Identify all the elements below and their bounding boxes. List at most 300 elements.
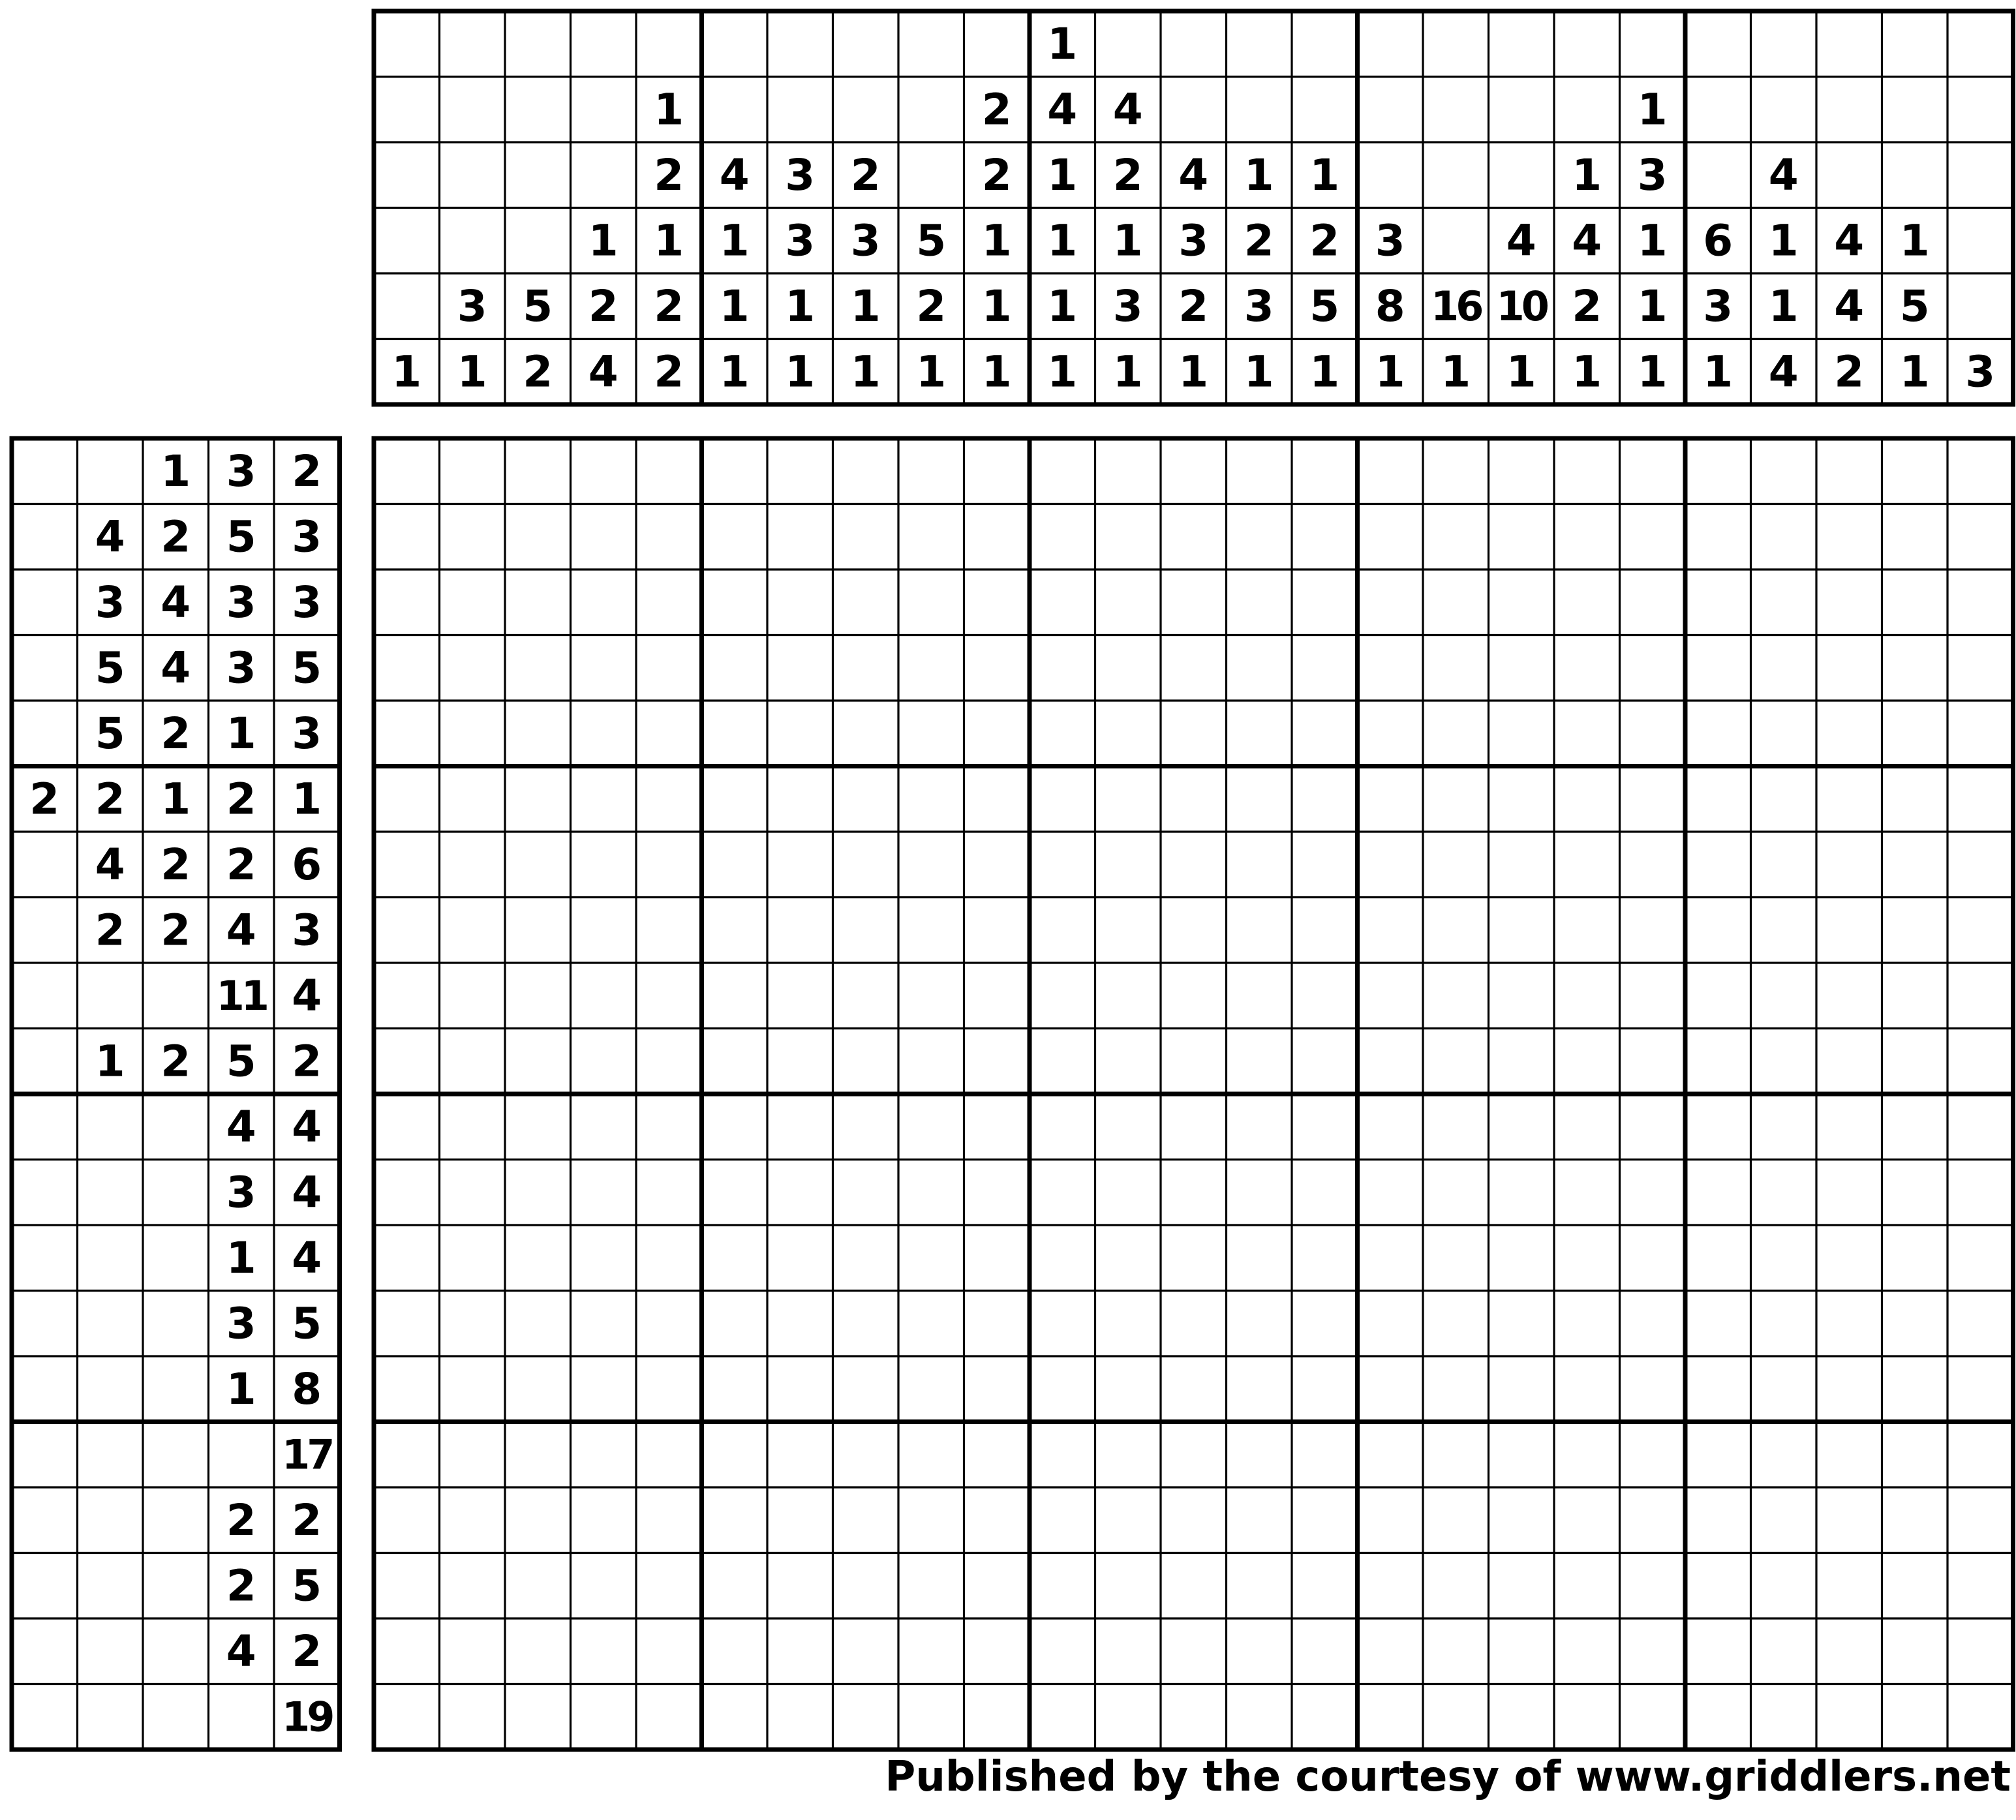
grid-cell[interactable] (1816, 832, 1882, 898)
grid-cell[interactable] (1751, 1684, 1817, 1750)
grid-cell[interactable] (1358, 1422, 1424, 1488)
grid-cell[interactable] (1751, 1225, 1817, 1291)
grid-cell[interactable] (1685, 1553, 1751, 1619)
grid-cell[interactable] (505, 1553, 571, 1619)
grid-cell[interactable] (1489, 832, 1555, 898)
grid-cell[interactable] (1882, 898, 1948, 963)
grid-cell[interactable] (1095, 1094, 1161, 1160)
grid-cell[interactable] (898, 1291, 964, 1357)
grid-cell[interactable] (1685, 1291, 1751, 1357)
grid-cell[interactable] (1620, 766, 1686, 832)
grid-cell[interactable] (505, 1094, 571, 1160)
grid-cell[interactable] (1030, 1422, 1095, 1488)
grid-cell[interactable] (1685, 832, 1751, 898)
grid-cell[interactable] (833, 1684, 899, 1750)
grid-cell[interactable] (964, 569, 1030, 635)
grid-cell[interactable] (1358, 898, 1424, 963)
grid-cell[interactable] (1816, 438, 1882, 504)
grid-cell[interactable] (1227, 1029, 1292, 1095)
grid-cell[interactable] (571, 832, 637, 898)
grid-cell[interactable] (1358, 1094, 1424, 1160)
grid-cell[interactable] (1751, 766, 1817, 832)
grid-cell[interactable] (1292, 766, 1358, 832)
grid-cell[interactable] (1489, 569, 1555, 635)
grid-cell[interactable] (440, 1422, 506, 1488)
grid-cell[interactable] (1095, 1160, 1161, 1226)
grid-cell[interactable] (1030, 1094, 1095, 1160)
grid-cell[interactable] (1751, 1422, 1817, 1488)
grid-cell[interactable] (898, 1487, 964, 1553)
grid-cell[interactable] (1620, 701, 1686, 766)
grid-cell[interactable] (1685, 1029, 1751, 1095)
grid-cell[interactable] (374, 635, 440, 701)
grid-cell[interactable] (1358, 766, 1424, 832)
grid-cell[interactable] (964, 438, 1030, 504)
grid-cell[interactable] (1489, 701, 1555, 766)
grid-cell[interactable] (1554, 635, 1620, 701)
grid-cell[interactable] (1292, 1029, 1358, 1095)
grid-cell[interactable] (1685, 766, 1751, 832)
grid-cell[interactable] (1489, 1225, 1555, 1291)
grid-cell[interactable] (505, 1618, 571, 1684)
grid-cell[interactable] (702, 1225, 768, 1291)
grid-cell[interactable] (1227, 504, 1292, 570)
grid-cell[interactable] (636, 1225, 702, 1291)
grid-cell[interactable] (1358, 1356, 1424, 1422)
grid-cell[interactable] (833, 1094, 899, 1160)
grid-cell[interactable] (636, 832, 702, 898)
grid-cell[interactable] (1095, 1225, 1161, 1291)
grid-cell[interactable] (1489, 1160, 1555, 1226)
grid-cell[interactable] (1489, 963, 1555, 1029)
grid-cell[interactable] (1554, 1684, 1620, 1750)
grid-cell[interactable] (440, 1291, 506, 1357)
grid-cell[interactable] (1554, 1422, 1620, 1488)
grid-cell[interactable] (1751, 832, 1817, 898)
grid-cell[interactable] (1554, 766, 1620, 832)
grid-cell[interactable] (702, 963, 768, 1029)
grid-cell[interactable] (767, 898, 833, 963)
grid-cell[interactable] (1489, 1291, 1555, 1357)
grid-cell[interactable] (636, 1422, 702, 1488)
grid-cell[interactable] (1947, 1487, 2013, 1553)
grid-cell[interactable] (964, 1356, 1030, 1422)
grid-cell[interactable] (636, 1291, 702, 1357)
grid-cell[interactable] (1947, 1160, 2013, 1226)
grid-cell[interactable] (1816, 1291, 1882, 1357)
grid-cell[interactable] (767, 504, 833, 570)
grid-cell[interactable] (1620, 1422, 1686, 1488)
grid-cell[interactable] (505, 1487, 571, 1553)
grid-cell[interactable] (440, 1225, 506, 1291)
grid-cell[interactable] (571, 963, 637, 1029)
grid-cell[interactable] (1358, 569, 1424, 635)
grid-cell[interactable] (1030, 1618, 1095, 1684)
grid-cell[interactable] (898, 1029, 964, 1095)
grid-cell[interactable] (898, 701, 964, 766)
grid-cell[interactable] (636, 1160, 702, 1226)
grid-cell[interactable] (1358, 832, 1424, 898)
grid-cell[interactable] (374, 504, 440, 570)
grid-cell[interactable] (636, 635, 702, 701)
grid-cell[interactable] (898, 832, 964, 898)
grid-cell[interactable] (374, 1356, 440, 1422)
grid-cell[interactable] (440, 635, 506, 701)
grid-cell[interactable] (1947, 898, 2013, 963)
grid-cell[interactable] (1882, 1356, 1948, 1422)
grid-cell[interactable] (571, 1029, 637, 1095)
grid-cell[interactable] (898, 1684, 964, 1750)
grid-cell[interactable] (833, 898, 899, 963)
grid-cell[interactable] (1685, 1094, 1751, 1160)
grid-cell[interactable] (833, 963, 899, 1029)
grid-cell[interactable] (767, 1029, 833, 1095)
grid-cell[interactable] (833, 1618, 899, 1684)
grid-cell[interactable] (636, 701, 702, 766)
grid-cell[interactable] (571, 569, 637, 635)
grid-cell[interactable] (1161, 1684, 1227, 1750)
grid-cell[interactable] (1423, 504, 1489, 570)
grid-cell[interactable] (1620, 1094, 1686, 1160)
grid-cell[interactable] (1161, 832, 1227, 898)
grid-cell[interactable] (1489, 898, 1555, 963)
grid-cell[interactable] (1161, 1422, 1227, 1488)
grid-cell[interactable] (440, 832, 506, 898)
grid-cell[interactable] (1030, 504, 1095, 570)
grid-cell[interactable] (1358, 963, 1424, 1029)
grid-cell[interactable] (1030, 832, 1095, 898)
grid-cell[interactable] (1227, 832, 1292, 898)
grid-cell[interactable] (1554, 1618, 1620, 1684)
grid-cell[interactable] (440, 504, 506, 570)
grid-cell[interactable] (1227, 569, 1292, 635)
grid-cell[interactable] (440, 1160, 506, 1226)
grid-cell[interactable] (1161, 1291, 1227, 1357)
grid-cell[interactable] (1030, 1553, 1095, 1619)
grid-cell[interactable] (1358, 635, 1424, 701)
grid-cell[interactable] (702, 1422, 768, 1488)
grid-cell[interactable] (964, 1094, 1030, 1160)
grid-cell[interactable] (964, 635, 1030, 701)
grid-cell[interactable] (440, 1029, 506, 1095)
grid-cell[interactable] (1030, 635, 1095, 701)
grid-cell[interactable] (1751, 1618, 1817, 1684)
grid-cell[interactable] (1095, 1618, 1161, 1684)
grid-cell[interactable] (1292, 1422, 1358, 1488)
grid-cell[interactable] (1358, 1225, 1424, 1291)
grid-cell[interactable] (1227, 701, 1292, 766)
grid-cell[interactable] (1292, 832, 1358, 898)
grid-cell[interactable] (440, 438, 506, 504)
grid-cell[interactable] (1620, 1291, 1686, 1357)
grid-cell[interactable] (702, 766, 768, 832)
grid-cell[interactable] (1882, 635, 1948, 701)
grid-cell[interactable] (1423, 898, 1489, 963)
grid-cell[interactable] (1816, 898, 1882, 963)
grid-cell[interactable] (767, 1225, 833, 1291)
grid-cell[interactable] (1882, 1618, 1948, 1684)
grid-cell[interactable] (1030, 569, 1095, 635)
grid-cell[interactable] (571, 1094, 637, 1160)
grid-cell[interactable] (1816, 1160, 1882, 1226)
grid-cell[interactable] (1620, 569, 1686, 635)
grid-cell[interactable] (1882, 438, 1948, 504)
grid-cell[interactable] (964, 1291, 1030, 1357)
grid-cell[interactable] (1095, 766, 1161, 832)
grid-cell[interactable] (1947, 569, 2013, 635)
grid-cell[interactable] (1685, 1487, 1751, 1553)
grid-cell[interactable] (1882, 1422, 1948, 1488)
grid-cell[interactable] (964, 832, 1030, 898)
grid-cell[interactable] (833, 1553, 899, 1619)
grid-cell[interactable] (1554, 1553, 1620, 1619)
grid-cell[interactable] (1095, 701, 1161, 766)
grid-cell[interactable] (636, 963, 702, 1029)
grid-cell[interactable] (1947, 766, 2013, 832)
grid-cell[interactable] (1423, 1684, 1489, 1750)
grid-cell[interactable] (1554, 1029, 1620, 1095)
grid-cell[interactable] (1947, 1422, 2013, 1488)
grid-cell[interactable] (1489, 1029, 1555, 1095)
grid-cell[interactable] (1489, 504, 1555, 570)
grid-cell[interactable] (1816, 1029, 1882, 1095)
grid-cell[interactable] (1227, 1160, 1292, 1226)
grid-cell[interactable] (636, 1553, 702, 1619)
grid-cell[interactable] (702, 1356, 768, 1422)
grid-cell[interactable] (1554, 1487, 1620, 1553)
grid-cell[interactable] (440, 1094, 506, 1160)
grid-cell[interactable] (440, 1553, 506, 1619)
grid-cell[interactable] (1947, 1029, 2013, 1095)
grid-cell[interactable] (374, 1094, 440, 1160)
grid-cell[interactable] (1554, 1291, 1620, 1357)
grid-cell[interactable] (702, 635, 768, 701)
grid-cell[interactable] (1947, 438, 2013, 504)
grid-cell[interactable] (1947, 1094, 2013, 1160)
grid-cell[interactable] (505, 438, 571, 504)
grid-cell[interactable] (1030, 1684, 1095, 1750)
grid-cell[interactable] (1358, 1029, 1424, 1095)
grid-cell[interactable] (440, 963, 506, 1029)
grid-cell[interactable] (1489, 1618, 1555, 1684)
grid-cell[interactable] (1554, 701, 1620, 766)
grid-cell[interactable] (1030, 963, 1095, 1029)
grid-cell[interactable] (374, 898, 440, 963)
grid-cell[interactable] (1423, 1291, 1489, 1357)
grid-cell[interactable] (898, 438, 964, 504)
grid-cell[interactable] (767, 1422, 833, 1488)
grid-cell[interactable] (1554, 1356, 1620, 1422)
grid-cell[interactable] (1751, 1094, 1817, 1160)
grid-cell[interactable] (1095, 1422, 1161, 1488)
grid-cell[interactable] (374, 766, 440, 832)
grid-cell[interactable] (1227, 1422, 1292, 1488)
grid-cell[interactable] (1816, 569, 1882, 635)
grid-cell[interactable] (1620, 963, 1686, 1029)
grid-cell[interactable] (702, 1094, 768, 1160)
grid-cell[interactable] (1030, 766, 1095, 832)
grid-cell[interactable] (1358, 1553, 1424, 1619)
grid-cell[interactable] (1030, 1487, 1095, 1553)
grid-cell[interactable] (1161, 1487, 1227, 1553)
grid-cell[interactable] (833, 832, 899, 898)
grid-cell[interactable] (1489, 1356, 1555, 1422)
grid-cell[interactable] (571, 438, 637, 504)
grid-cell[interactable] (1816, 1094, 1882, 1160)
grid-cell[interactable] (1227, 898, 1292, 963)
grid-cell[interactable] (440, 701, 506, 766)
grid-cell[interactable] (1816, 1553, 1882, 1619)
grid-cell[interactable] (964, 1422, 1030, 1488)
grid-cell[interactable] (1947, 963, 2013, 1029)
grid-cell[interactable] (1947, 832, 2013, 898)
grid-cell[interactable] (1947, 1618, 2013, 1684)
grid-cell[interactable] (1685, 1356, 1751, 1422)
grid-cell[interactable] (1161, 963, 1227, 1029)
grid-cell[interactable] (505, 1160, 571, 1226)
grid-cell[interactable] (964, 701, 1030, 766)
grid-cell[interactable] (505, 1356, 571, 1422)
grid-cell[interactable] (1882, 569, 1948, 635)
grid-cell[interactable] (1947, 701, 2013, 766)
grid-cell[interactable] (1292, 504, 1358, 570)
grid-cell[interactable] (1030, 898, 1095, 963)
grid-cell[interactable] (1816, 635, 1882, 701)
grid-cell[interactable] (374, 832, 440, 898)
grid-cell[interactable] (1882, 766, 1948, 832)
grid-cell[interactable] (767, 1618, 833, 1684)
grid-cell[interactable] (702, 1618, 768, 1684)
grid-cell[interactable] (833, 766, 899, 832)
grid-cell[interactable] (1358, 1684, 1424, 1750)
grid-cell[interactable] (571, 701, 637, 766)
grid-cell[interactable] (1554, 898, 1620, 963)
grid-cell[interactable] (1882, 1291, 1948, 1357)
grid-cell[interactable] (1358, 1618, 1424, 1684)
grid-cell[interactable] (374, 1553, 440, 1619)
grid-cell[interactable] (1816, 504, 1882, 570)
grid-cell[interactable] (1095, 569, 1161, 635)
grid-cell[interactable] (1947, 1356, 2013, 1422)
grid-cell[interactable] (1489, 1094, 1555, 1160)
grid-cell[interactable] (898, 1422, 964, 1488)
grid-cell[interactable] (1620, 1553, 1686, 1619)
grid-cell[interactable] (1685, 569, 1751, 635)
grid-cell[interactable] (898, 635, 964, 701)
grid-cell[interactable] (964, 504, 1030, 570)
grid-cell[interactable] (1161, 1160, 1227, 1226)
grid-cell[interactable] (374, 1684, 440, 1750)
grid-cell[interactable] (1161, 635, 1227, 701)
grid-cell[interactable] (1816, 963, 1882, 1029)
grid-cell[interactable] (636, 438, 702, 504)
grid-cell[interactable] (702, 1029, 768, 1095)
grid-cell[interactable] (1227, 438, 1292, 504)
grid-cell[interactable] (374, 701, 440, 766)
grid-cell[interactable] (571, 635, 637, 701)
grid-cell[interactable] (702, 832, 768, 898)
grid-cell[interactable] (1095, 832, 1161, 898)
grid-cell[interactable] (1423, 1160, 1489, 1226)
grid-cell[interactable] (1030, 701, 1095, 766)
grid-cell[interactable] (1751, 701, 1817, 766)
grid-cell[interactable] (505, 1684, 571, 1750)
grid-cell[interactable] (1292, 438, 1358, 504)
grid-cell[interactable] (1161, 701, 1227, 766)
grid-cell[interactable] (964, 898, 1030, 963)
grid-cell[interactable] (1292, 1487, 1358, 1553)
grid-cell[interactable] (440, 1356, 506, 1422)
grid-cell[interactable] (505, 766, 571, 832)
grid-cell[interactable] (833, 1225, 899, 1291)
grid-cell[interactable] (833, 504, 899, 570)
grid-cell[interactable] (505, 1029, 571, 1095)
grid-cell[interactable] (374, 1618, 440, 1684)
grid-cell[interactable] (571, 766, 637, 832)
grid-cell[interactable] (767, 635, 833, 701)
grid-cell[interactable] (1423, 569, 1489, 635)
grid-cell[interactable] (833, 1356, 899, 1422)
grid-cell[interactable] (1685, 963, 1751, 1029)
grid-cell[interactable] (505, 898, 571, 963)
grid-cell[interactable] (505, 569, 571, 635)
grid-cell[interactable] (1751, 438, 1817, 504)
grid-cell[interactable] (1423, 701, 1489, 766)
grid-cell[interactable] (1030, 1160, 1095, 1226)
grid-cell[interactable] (440, 1487, 506, 1553)
grid-cell[interactable] (571, 1618, 637, 1684)
grid-cell[interactable] (636, 1684, 702, 1750)
grid-cell[interactable] (1030, 1225, 1095, 1291)
grid-cell[interactable] (898, 569, 964, 635)
grid-cell[interactable] (767, 1291, 833, 1357)
grid-cell[interactable] (571, 1487, 637, 1553)
grid-cell[interactable] (702, 898, 768, 963)
grid-cell[interactable] (767, 1553, 833, 1619)
grid-cell[interactable] (1882, 1684, 1948, 1750)
grid-cell[interactable] (833, 569, 899, 635)
grid-cell[interactable] (505, 701, 571, 766)
grid-cell[interactable] (1423, 1094, 1489, 1160)
grid-cell[interactable] (1620, 1618, 1686, 1684)
grid-cell[interactable] (767, 701, 833, 766)
grid-cell[interactable] (636, 1618, 702, 1684)
grid-cell[interactable] (898, 1356, 964, 1422)
grid-cell[interactable] (767, 438, 833, 504)
grid-cell[interactable] (1620, 1225, 1686, 1291)
grid-cell[interactable] (1423, 1618, 1489, 1684)
grid-cell[interactable] (1030, 1291, 1095, 1357)
grid-cell[interactable] (440, 1618, 506, 1684)
grid-cell[interactable] (1620, 1160, 1686, 1226)
grid-cell[interactable] (1751, 1487, 1817, 1553)
grid-cell[interactable] (767, 1094, 833, 1160)
grid-cell[interactable] (1227, 963, 1292, 1029)
grid-cell[interactable] (1620, 1487, 1686, 1553)
grid-cell[interactable] (898, 766, 964, 832)
grid-cell[interactable] (1882, 1094, 1948, 1160)
grid-cell[interactable] (1620, 635, 1686, 701)
grid-cell[interactable] (1423, 1487, 1489, 1553)
grid-cell[interactable] (1685, 701, 1751, 766)
grid-cell[interactable] (374, 1487, 440, 1553)
grid-cell[interactable] (505, 832, 571, 898)
grid-cell[interactable] (1161, 504, 1227, 570)
grid-cell[interactable] (1095, 1291, 1161, 1357)
grid-cell[interactable] (1620, 438, 1686, 504)
grid-cell[interactable] (1751, 898, 1817, 963)
grid-cell[interactable] (1095, 1356, 1161, 1422)
